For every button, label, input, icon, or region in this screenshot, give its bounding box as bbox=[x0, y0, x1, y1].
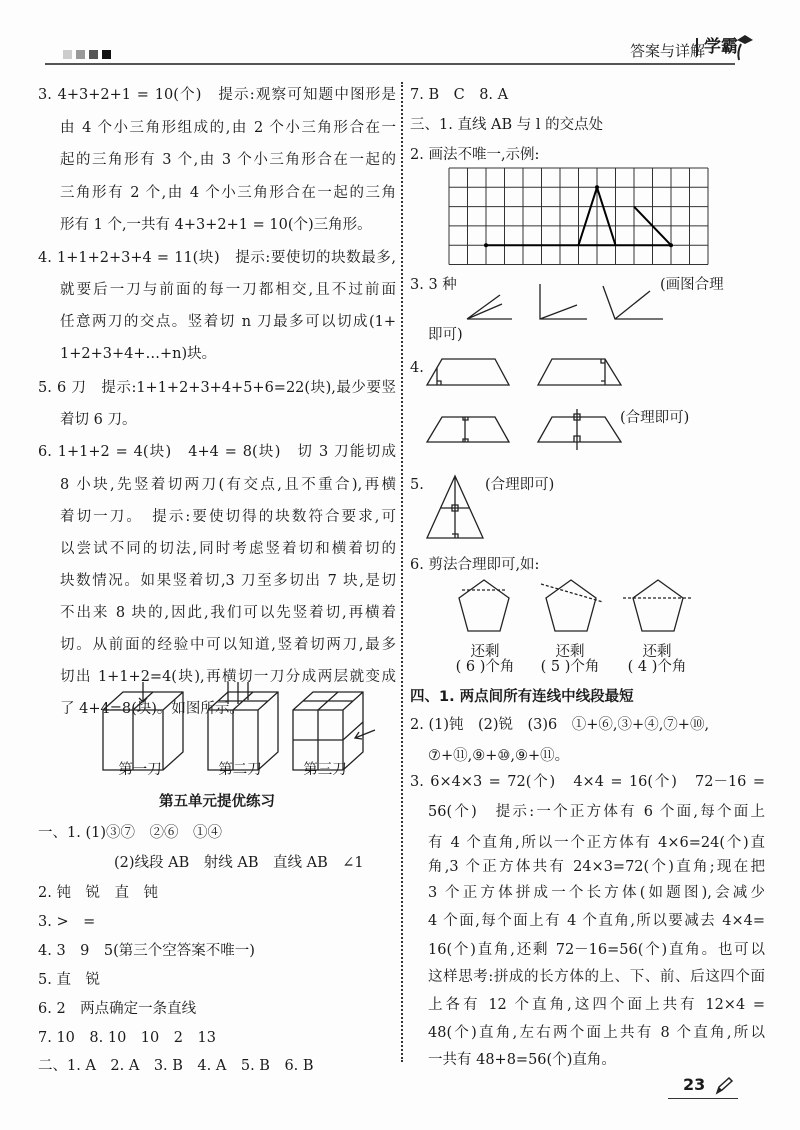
answer-line: 3. 4+3+2+1 = 10(个) 提示:观察可知题中图形是 bbox=[38, 87, 396, 103]
header-mark bbox=[89, 50, 98, 59]
answer-line: 由 4 个小三角形组成的,由 2 个小三角形合在一 bbox=[60, 120, 396, 136]
answer-line: 16(个)直角,还剩 72－16=56(个)直角。也可以 bbox=[428, 942, 765, 958]
drawn-segment bbox=[597, 187, 616, 245]
pencil-icon bbox=[714, 1076, 734, 1096]
column-divider bbox=[401, 82, 403, 1062]
cube-cutting-figure bbox=[95, 690, 375, 760]
answer-line: 4. bbox=[410, 360, 424, 376]
note: (合理即可) bbox=[485, 477, 555, 493]
answer-line: 角,3 个正方体共有 24×3=72(个)直角;现在把 bbox=[428, 859, 765, 875]
remain-label: 还剩 bbox=[470, 644, 500, 660]
grid-point bbox=[669, 243, 673, 247]
answer-line: 5. bbox=[410, 477, 424, 493]
answer-line: 56(个) 提示:一个正方体有 6 个面,每个面上 bbox=[428, 804, 765, 820]
answer-line: 3 个正方体拼成一个长方体(如题图),会减少 bbox=[428, 885, 765, 901]
answer-line: 一共有 48+8=56(个)直角。 bbox=[428, 1052, 616, 1068]
answer-line: 上各有 12 个直角,这四个面上共有 12×4 = bbox=[428, 997, 765, 1013]
angle-figures bbox=[465, 282, 685, 327]
answer-line: 不出来 8 块的,因此,我们可以先竖着切,再横着 bbox=[60, 605, 396, 621]
answer-line: 1+2+3+4+…+n)块。 bbox=[60, 346, 217, 362]
cube-third-cut bbox=[293, 692, 375, 770]
answer-line: 切。从前面的经验中可以知道,竖着切两刀,最多 bbox=[60, 637, 396, 653]
answer-line: 6. 2 两点确定一条直线 bbox=[38, 1001, 197, 1017]
header-rule bbox=[45, 63, 735, 65]
answer-line: 三、1. 直线 AB 与 l 的交点处 bbox=[410, 117, 604, 133]
header-mark bbox=[63, 50, 72, 59]
answer-line: 了 4+4=8(块)。如图所示。 bbox=[60, 701, 244, 717]
answer-line: 4 个面,每个面上有 4 个直角,所以要减去 4×4= bbox=[428, 913, 765, 929]
answer-line: 7. 10 8. 10 10 2 13 bbox=[38, 1030, 216, 1046]
triangle-heights-figure bbox=[425, 474, 485, 540]
answer-line: 7. B C 8. A bbox=[410, 87, 509, 103]
section-title: 第五单元提优练习 bbox=[159, 794, 275, 810]
answer-line: 切出 1+1+2=4(块),再横切一刀分成两层就变成 bbox=[60, 669, 396, 685]
cube-label: 第三刀 bbox=[303, 762, 347, 778]
corner-count: ( 5 )个角 bbox=[540, 659, 600, 675]
answer-line: 任意两刀的交点。竖着切 n 刀最多可以切成(1+ bbox=[60, 314, 396, 330]
answer-line: 8 小块,先竖着切两刀(有交点,且不重合),再横 bbox=[60, 477, 396, 493]
answer-line: 一、1. (1)③⑦ ②⑥ ①④ bbox=[38, 825, 222, 841]
answer-line: 着切 6 刀。 bbox=[60, 412, 137, 428]
graduation-cap-icon bbox=[735, 32, 755, 62]
answer-line: ⑦+⑪,⑨+⑩,⑨+⑪。 bbox=[428, 748, 570, 764]
drawing-grid bbox=[449, 168, 709, 265]
answer-line: 2. 画法不唯一,示例: bbox=[410, 147, 540, 163]
answer-line: 6. 剪法合理即可,如: bbox=[410, 557, 540, 573]
answer-line: 这样思考:拼成的长方体的上、下、前、后这四个面 bbox=[428, 969, 765, 985]
answer-line: 5. 直 锐 bbox=[38, 972, 100, 988]
answer-line: 3. 6×4×3 = 72(个) 4×4 = 16(个) 72－16 = bbox=[410, 774, 765, 790]
header-brand: 学霸 bbox=[696, 38, 738, 56]
grid-point bbox=[595, 185, 599, 189]
answer-line: 就要后一刀与前面的每一刀都相交,且不过前面 bbox=[60, 282, 396, 298]
remain-label: 还剩 bbox=[555, 644, 585, 660]
pentagon-cut-figures bbox=[455, 578, 715, 643]
drawn-segment bbox=[579, 187, 598, 245]
note: 即可) bbox=[428, 327, 463, 343]
note: (合理即可) bbox=[620, 410, 690, 426]
answer-line: 有 4 个直角,所以一个正方体有 4×6=24(个)直 bbox=[428, 835, 765, 851]
answer-line: 3. > = bbox=[38, 914, 96, 930]
answer-line: 块数情况。如果竖着切,3 刀至多切出 7 块,是切 bbox=[60, 573, 396, 589]
answer-line: 6. 1+1+2 = 4(块) 4+4 = 8(块) 切 3 刀能切成 bbox=[38, 444, 396, 460]
cube-label: 第二刀 bbox=[218, 762, 262, 778]
answer-line: 2. 钝 锐 直 钝 bbox=[38, 885, 158, 901]
answer-line: 四、1. 两点间所有连线中线段最短 bbox=[410, 689, 634, 705]
note: (画图合理 bbox=[660, 277, 724, 293]
answer-line: 形有 1 个,一共有 4+3+2+1 = 10(个)三角形。 bbox=[60, 217, 372, 233]
answer-line: 48(个)直角,左右两个面上共有 8 个直角,所以 bbox=[428, 1025, 765, 1041]
answer-line: 5. 6 刀 提示:1+1+2+3+4+5+6=22(块),最少要竖 bbox=[38, 380, 396, 396]
footer-rule bbox=[668, 1098, 738, 1099]
answer-line: 4. 3 9 5(第三个空答案不唯一) bbox=[38, 943, 255, 959]
corner-count: ( 4 )个角 bbox=[627, 659, 687, 675]
cube-label: 第一刀 bbox=[118, 762, 162, 778]
answer-line: 着切一刀。 提示:要使切得的块数符合要求,可 bbox=[60, 509, 396, 525]
answer-line: 二、1. A 2. A 3. B 4. A 5. B 6. B bbox=[38, 1058, 314, 1074]
cube-first-cut bbox=[103, 682, 183, 770]
page-number: 23 bbox=[683, 1075, 706, 1094]
answer-line: 起的三角形有 3 个,由 3 个小三角形合在一起的 bbox=[60, 152, 396, 168]
corner-count: ( 6 )个角 bbox=[455, 659, 515, 675]
answer-line: (2)线段 AB 射线 AB 直线 AB ∠1 bbox=[114, 855, 364, 871]
answer-line: 3. 3 种 bbox=[410, 277, 457, 293]
header-title: 答案与详解 bbox=[629, 42, 705, 60]
trapezoid-heights-figure bbox=[425, 357, 635, 462]
answer-line: 4. 1+1+2+3+4 = 11(块) 提示:要使切的块数最多, bbox=[38, 250, 396, 266]
grid-point bbox=[484, 243, 488, 247]
header-mark bbox=[76, 50, 85, 59]
remain-label: 还剩 bbox=[642, 644, 672, 660]
answer-line: 三角形有 2 个,由 4 个小三角形合在一起的三角 bbox=[60, 185, 396, 201]
answer-line: 2. (1)钝 (2)锐 (3)6 ①+⑥,③+④,⑦+⑩, bbox=[410, 717, 710, 733]
answer-line: 以尝试不同的切法,同时考虑竖着切和横着切的 bbox=[60, 541, 396, 557]
cube-second-cut bbox=[208, 682, 278, 770]
header-mark bbox=[102, 50, 111, 59]
